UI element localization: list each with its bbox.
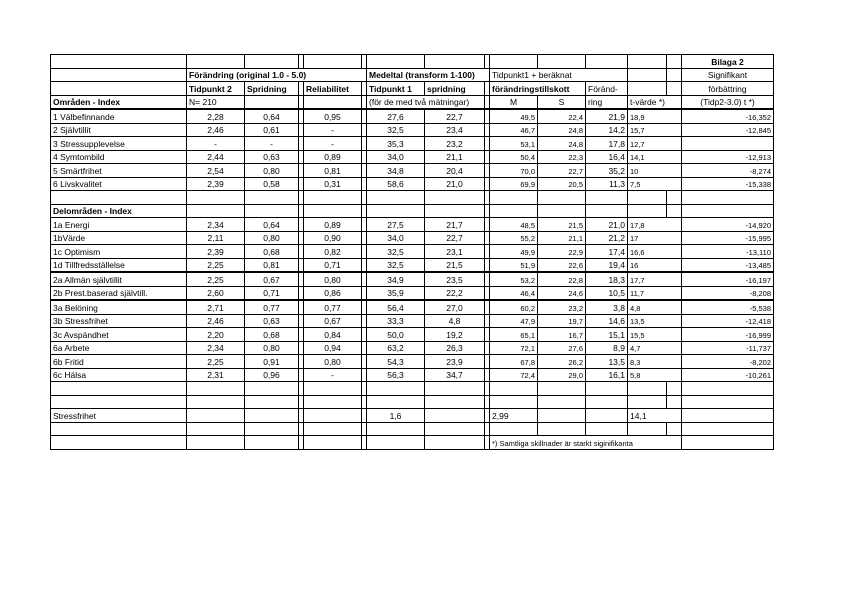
row-label: 1bVärde	[51, 231, 187, 245]
tidpunkt1-value: 56,4	[367, 300, 425, 314]
spridning-value: 0,71	[245, 286, 299, 300]
tidpunkt2-value: 2,39	[187, 177, 245, 191]
row-label: 1c Optimism	[51, 245, 187, 259]
forandring-value: 3,8	[586, 300, 628, 314]
tidpunkt1-value: 34,0	[367, 231, 425, 245]
col-tidpunkt2: Tidpunkt 2	[187, 82, 245, 96]
s-value: 27,6	[538, 341, 586, 355]
m-value: 47,9	[490, 314, 538, 328]
forandring-value: 14,6	[586, 314, 628, 328]
table-row	[51, 109, 774, 123]
col-tidp: (Tidp2-3.0) t *)	[682, 95, 774, 109]
tidpunkt1-value: 35,3	[367, 137, 425, 151]
m-value: 60,2	[490, 300, 538, 314]
t-value: 10	[628, 164, 682, 178]
signifikant-value: -8,208	[682, 286, 774, 300]
spridning-t1-value: 19,2	[425, 328, 485, 342]
tidpunkt1-value: 50,0	[367, 328, 425, 342]
s-value: 22,9	[538, 245, 586, 259]
reliabilitet-value: 0,80	[304, 355, 362, 369]
forandring-value: 15,1	[586, 328, 628, 342]
tidpunkt2-value: 2,28	[187, 109, 245, 123]
tidpunkt1-value: 32,5	[367, 245, 425, 259]
stressfrihet-row	[51, 409, 774, 423]
table-row	[51, 245, 774, 259]
tidpunkt1-value: 35,9	[367, 286, 425, 300]
col-forandringstillskott: förändringstillskott	[490, 82, 586, 96]
delomraden-header-row	[51, 204, 774, 218]
row-label: 2b Prest.baserad självtill.	[51, 286, 187, 300]
row-label: 3b Stressfrihet	[51, 314, 187, 328]
m-value: 46,4	[490, 286, 538, 300]
spridning-value: -	[245, 137, 299, 151]
reliabilitet-value: 0,86	[304, 286, 362, 300]
spridning-t1-value: 21,1	[425, 150, 485, 164]
tidpunkt2-value: 2,60	[187, 286, 245, 300]
t-value: 16,6	[628, 245, 682, 259]
spridning-value: 0,80	[245, 341, 299, 355]
bilaga-label: Bilaga 2	[682, 55, 774, 69]
t-value: 7,5	[628, 177, 682, 191]
table-row	[51, 164, 774, 178]
forandring-value: 10,5	[586, 286, 628, 300]
s-value: 20,5	[538, 177, 586, 191]
s-value: 22,4	[538, 109, 586, 123]
row-label: 2 Självtillit	[51, 123, 187, 137]
m-value: 49,9	[490, 245, 538, 259]
signifikant-value: -16,999	[682, 328, 774, 342]
spridning-t1-value: 22,2	[425, 286, 485, 300]
row-label: 1 Välbefinnande	[51, 109, 187, 123]
forandring-value: 16,1	[586, 368, 628, 382]
tidpunkt1-value: 33,3	[367, 314, 425, 328]
table-row	[51, 328, 774, 342]
spridning-t1-value: 34,7	[425, 368, 485, 382]
spridning-t1-value: 21,7	[425, 218, 485, 232]
reliabilitet-value: 0,71	[304, 258, 362, 272]
spridning-t1-value: 23,2	[425, 137, 485, 151]
s-value: 24,8	[538, 123, 586, 137]
table-row	[51, 177, 774, 191]
forandring-value: 18,3	[586, 272, 628, 286]
row-label: 6 Livskvalitet	[51, 177, 187, 191]
stress-m-value: 2,99	[490, 409, 538, 423]
tidpunkt2-value: 2,25	[187, 272, 245, 286]
spridning-value: 0,61	[245, 123, 299, 137]
col-tidpunkt1: Tidpunkt 1	[367, 82, 425, 96]
reliabilitet-value: -	[304, 368, 362, 382]
row-label: 3c Avspändhet	[51, 328, 187, 342]
tidpunkt2-value: 2,34	[187, 218, 245, 232]
group1-title: Förändring (original 1.0 - 5.0)	[187, 68, 367, 82]
m-value: 51,9	[490, 258, 538, 272]
col-forand-bottom: ring	[586, 95, 628, 109]
s-value: 24,6	[538, 286, 586, 300]
spridning-value: 0,91	[245, 355, 299, 369]
table-row	[51, 314, 774, 328]
spridning-t1-value: 4,8	[425, 314, 485, 328]
s-value: 29,0	[538, 368, 586, 382]
forandring-value: 21,0	[586, 218, 628, 232]
tidpunkt2-value: 2,25	[187, 258, 245, 272]
signifikant-value: -8,274	[682, 164, 774, 178]
spridning-value: 0,77	[245, 300, 299, 314]
signifikant-value: -13,110	[682, 245, 774, 259]
m-value: 48,5	[490, 218, 538, 232]
signifikant-value: -11,737	[682, 341, 774, 355]
tidpunkt1-value: 27,5	[367, 218, 425, 232]
tidpunkt1-value: 56,3	[367, 368, 425, 382]
s-value: 22,7	[538, 164, 586, 178]
signifikant-value: -15,338	[682, 177, 774, 191]
spridning-value: 0,81	[245, 258, 299, 272]
header-row-2	[51, 68, 774, 82]
m-value: 69,9	[490, 177, 538, 191]
tidpunkt2-value: 2,31	[187, 368, 245, 382]
stress-t1-value: 1,6	[367, 409, 425, 423]
tidpunkt1-value: 34,9	[367, 272, 425, 286]
spridning-value: 0,67	[245, 272, 299, 286]
reliabilitet-value: 0,94	[304, 341, 362, 355]
forandring-value: 11,3	[586, 177, 628, 191]
spridning-value: 0,63	[245, 314, 299, 328]
results-table	[50, 54, 774, 450]
spridning-value: 0,63	[245, 150, 299, 164]
signifikant-value: -12,418	[682, 314, 774, 328]
reliabilitet-value: 0,84	[304, 328, 362, 342]
tidpunkt1-value: 54,3	[367, 355, 425, 369]
group3-title: Tidpunkt1 + beräknat	[490, 68, 628, 82]
reliabilitet-value: 0,95	[304, 109, 362, 123]
tidpunkt1-value: 34,0	[367, 150, 425, 164]
row-label: 2a Allmän självtillit	[51, 272, 187, 286]
header-row-3	[51, 82, 774, 96]
forandring-value: 14,2	[586, 123, 628, 137]
row-label: 1a Energi	[51, 218, 187, 232]
signifikant-value: -16,197	[682, 272, 774, 286]
m-value: 65,1	[490, 328, 538, 342]
spridning-value: 0,80	[245, 164, 299, 178]
row-label: 6c Hälsa	[51, 368, 187, 382]
signifikant-value: -16,352	[682, 109, 774, 123]
m-value: 53,2	[490, 272, 538, 286]
s-value: 22,6	[538, 258, 586, 272]
t-value: 5,8	[628, 368, 682, 382]
t-value: 4,7	[628, 341, 682, 355]
spridning-t1-value: 23,5	[425, 272, 485, 286]
signifikant-label: Signifikant	[682, 68, 774, 82]
t-value: 17,8	[628, 218, 682, 232]
spacer-row	[51, 395, 774, 409]
tidpunkt1-value: 58,6	[367, 177, 425, 191]
tidpunkt2-value: 2,46	[187, 123, 245, 137]
header-row-1	[51, 55, 774, 69]
m-value: 70,0	[490, 164, 538, 178]
footnote-row	[51, 436, 774, 450]
s-value: 21,5	[538, 218, 586, 232]
col-forbattring: förbättring	[682, 82, 774, 96]
m-value: 49,5	[490, 109, 538, 123]
reliabilitet-value: 0,89	[304, 218, 362, 232]
row-label: 3a Belöning	[51, 300, 187, 314]
signifikant-value: -14,920	[682, 218, 774, 232]
row-label: 6a Arbete	[51, 341, 187, 355]
spridning-value: 0,58	[245, 177, 299, 191]
spridning-value: 0,64	[245, 218, 299, 232]
forandring-value: 17,8	[586, 137, 628, 151]
signifikant-value: -10,261	[682, 368, 774, 382]
row-label: 6b Fritid	[51, 355, 187, 369]
s-value: 21,1	[538, 231, 586, 245]
for-de-med-label: (för de med två mätningar)	[367, 95, 485, 109]
spacer-row	[51, 422, 774, 436]
tidpunkt1-value: 27,6	[367, 109, 425, 123]
spridning-t1-value: 23,9	[425, 355, 485, 369]
m-value: 50,4	[490, 150, 538, 164]
reliabilitet-value: 0,67	[304, 314, 362, 328]
s-value: 26,2	[538, 355, 586, 369]
tidpunkt1-value: 34,8	[367, 164, 425, 178]
forandring-value: 8,9	[586, 341, 628, 355]
spridning-t1-value: 27,0	[425, 300, 485, 314]
signifikant-value: -8,202	[682, 355, 774, 369]
tidpunkt2-value: 2,44	[187, 150, 245, 164]
spridning-t1-value: 22,7	[425, 109, 485, 123]
group2-title: Medeltal (transform 1-100)	[367, 68, 490, 82]
col-reliabilitet: Reliabilitet	[304, 82, 362, 96]
m-value: 72,4	[490, 368, 538, 382]
stress-label: Stressfrihet	[51, 409, 187, 423]
col-s: S	[538, 95, 586, 109]
forandring-value: 13,5	[586, 355, 628, 369]
stress-t-value: 14,1	[628, 409, 682, 423]
spridning-t1-value: 22,7	[425, 231, 485, 245]
table-row	[51, 123, 774, 137]
reliabilitet-value: -	[304, 137, 362, 151]
t-value: 14,1	[628, 150, 682, 164]
omraden-title: Områden - Index	[51, 95, 187, 109]
table-row	[51, 231, 774, 245]
t-value: 18,9	[628, 109, 682, 123]
spacer-row	[51, 191, 774, 205]
tidpunkt2-value: 2,54	[187, 164, 245, 178]
signifikant-value: -12,845	[682, 123, 774, 137]
forandring-value: 21,9	[586, 109, 628, 123]
tidpunkt1-value: 63,2	[367, 341, 425, 355]
reliabilitet-value: 0,80	[304, 272, 362, 286]
tidpunkt2-value: -	[187, 137, 245, 151]
table-row	[51, 258, 774, 272]
table-row	[51, 218, 774, 232]
row-label: 3 Stressupplevelse	[51, 137, 187, 151]
tidpunkt2-value: 2,39	[187, 245, 245, 259]
tidpunkt2-value: 2,20	[187, 328, 245, 342]
table-row	[51, 150, 774, 164]
forandring-value: 35,2	[586, 164, 628, 178]
spridning-t1-value: 23,4	[425, 123, 485, 137]
signifikant-value: -15,995	[682, 231, 774, 245]
n-label: N= 210	[187, 95, 245, 109]
spridning-value: 0,80	[245, 231, 299, 245]
m-value: 67,8	[490, 355, 538, 369]
forandring-value: 17,4	[586, 245, 628, 259]
m-value: 72,1	[490, 341, 538, 355]
spridning-t1-value: 21,0	[425, 177, 485, 191]
row-label: 5 Smärtfrihet	[51, 164, 187, 178]
forandring-value: 21,2	[586, 231, 628, 245]
t-value: 11,7	[628, 286, 682, 300]
tidpunkt2-value: 2,34	[187, 341, 245, 355]
spridning-value: 0,68	[245, 328, 299, 342]
t-value: 16	[628, 258, 682, 272]
tidpunkt2-value: 2,71	[187, 300, 245, 314]
s-value: 24,8	[538, 137, 586, 151]
t-value: 17	[628, 231, 682, 245]
reliabilitet-value: 0,31	[304, 177, 362, 191]
tidpunkt2-value: 2,25	[187, 355, 245, 369]
col-tvarde: t-värde *)	[628, 95, 682, 109]
table-row	[51, 341, 774, 355]
spridning-t1-value: 21,5	[425, 258, 485, 272]
reliabilitet-value: 0,90	[304, 231, 362, 245]
s-value: 16,7	[538, 328, 586, 342]
signifikant-value: -13,485	[682, 258, 774, 272]
tidpunkt1-value: 32,5	[367, 123, 425, 137]
table-row	[51, 137, 774, 151]
signifikant-value	[682, 137, 774, 151]
spridning-t1-value: 20,4	[425, 164, 485, 178]
spridning-value: 0,68	[245, 245, 299, 259]
spacer-row	[51, 382, 774, 396]
spridning-value: 0,96	[245, 368, 299, 382]
signifikant-value: -12,913	[682, 150, 774, 164]
reliabilitet-value: 0,77	[304, 300, 362, 314]
tidpunkt2-value: 2,11	[187, 231, 245, 245]
table-row	[51, 355, 774, 369]
row-label: 1d Tillfredsställelse	[51, 258, 187, 272]
spridning-t1-value: 23,1	[425, 245, 485, 259]
delomraden-title: Delområden - Index	[51, 204, 187, 218]
signifikant-value: -5,538	[682, 300, 774, 314]
table-row	[51, 368, 774, 382]
m-value: 55,2	[490, 231, 538, 245]
reliabilitet-value: 0,81	[304, 164, 362, 178]
reliabilitet-value: -	[304, 123, 362, 137]
table-row	[51, 286, 774, 300]
col-spridning: Spridning	[245, 82, 299, 96]
t-value: 4,8	[628, 300, 682, 314]
row-label: 4 Symtombild	[51, 150, 187, 164]
footnote: *) Samtliga skillnader är starkt siginifikanta	[490, 436, 682, 450]
t-value: 15,7	[628, 123, 682, 137]
col-forand-top: Föränd-	[586, 82, 628, 96]
t-value: 12,7	[628, 137, 682, 151]
forandring-value: 16,4	[586, 150, 628, 164]
m-value: 46,7	[490, 123, 538, 137]
table-row	[51, 300, 774, 314]
spridning-value: 0,64	[245, 109, 299, 123]
tidpunkt2-value: 2,46	[187, 314, 245, 328]
col-m: M	[490, 95, 538, 109]
tidpunkt1-value: 32,5	[367, 258, 425, 272]
m-value: 53,1	[490, 137, 538, 151]
s-value: 22,3	[538, 150, 586, 164]
reliabilitet-value: 0,82	[304, 245, 362, 259]
s-value: 22,8	[538, 272, 586, 286]
t-value: 8,3	[628, 355, 682, 369]
table-body	[51, 55, 774, 450]
t-value: 15,5	[628, 328, 682, 342]
spridning-t1-value: 26,3	[425, 341, 485, 355]
s-value: 19,7	[538, 314, 586, 328]
table-row	[51, 272, 774, 286]
s-value: 23,2	[538, 300, 586, 314]
t-value: 17,7	[628, 272, 682, 286]
reliabilitet-value: 0,89	[304, 150, 362, 164]
t-value: 13,5	[628, 314, 682, 328]
forandring-value: 19,4	[586, 258, 628, 272]
header-row-4	[51, 95, 774, 109]
col-spridning-t1: spridning	[425, 82, 485, 96]
